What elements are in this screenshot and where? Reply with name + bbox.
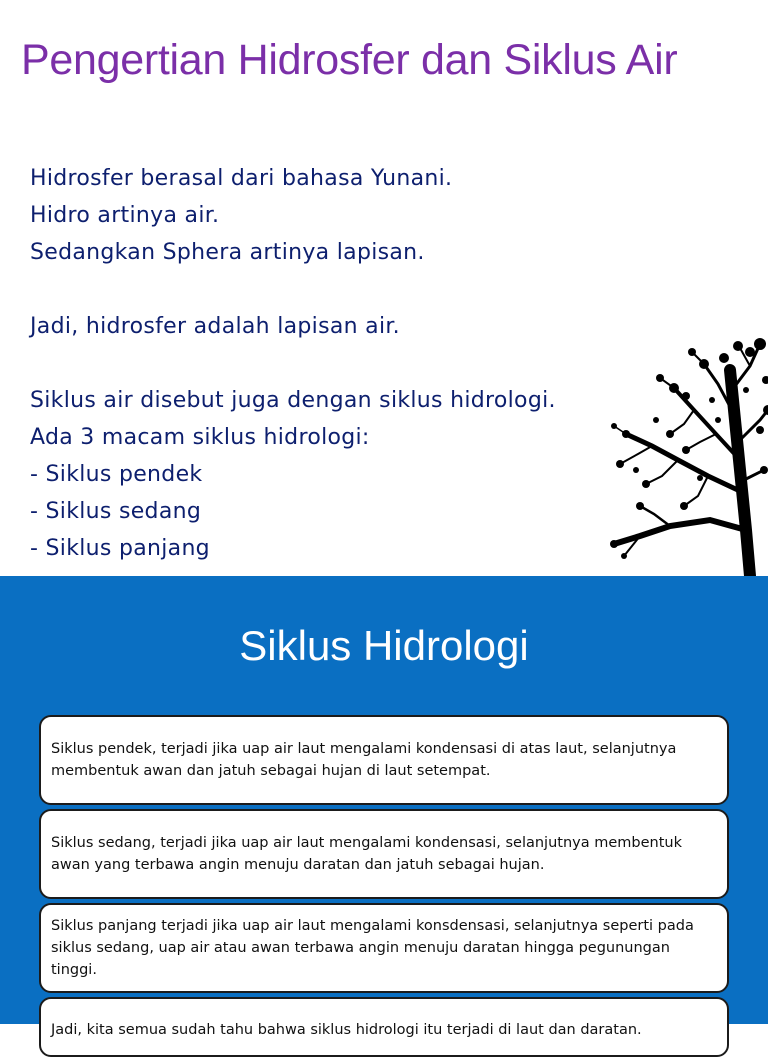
body-line: Jadi, hidrosfer adalah lapisan air.	[30, 314, 400, 339]
bullet-siklus-pendek: - Siklus pendek	[30, 462, 203, 487]
card-siklus-sedang	[39, 809, 729, 899]
slide-title: Pengertian Hidrosfer dan Siklus Air	[21, 36, 678, 84]
slide-siklus-hidrologi	[0, 576, 768, 1038]
body-line: Ada 3 macam siklus hidrologi:	[30, 425, 370, 450]
card-text: Siklus pendek, terjadi jika uap air laut mengalami kondensasi di atas laut, selanjutnya membentuk awan dan jatuh sebagai hujan di laut setempat.	[51, 741, 677, 779]
tree-silhouette-icon	[600, 330, 768, 576]
body-line	[30, 345, 630, 382]
body-line	[30, 271, 630, 308]
card-text: Siklus panjang terjadi jika uap air laut mengalami konsdensasi, selanjutnya seperti pada siklus sedang, uap air atau awan terbawa angin menuju daratan hingga pegunungan tinggi.	[51, 918, 694, 978]
slide-title: Siklus Hidrologi	[239, 622, 529, 669]
card-kesimpulan	[39, 997, 729, 1057]
card-text: Siklus sedang, terjadi jika uap air laut mengalami kondensasi, selanjutnya membentuk awan yang terbawa angin menuju daratan dan jatuh sebagai hujan.	[51, 835, 682, 873]
card-siklus-panjang	[39, 903, 729, 993]
bullet-siklus-panjang: - Siklus panjang	[30, 536, 210, 561]
slide-body-text	[30, 160, 630, 567]
body-line: Sedangkan Sphera artinya lapisan.	[30, 240, 425, 265]
body-line: Hidro artinya air.	[30, 203, 220, 228]
card-siklus-pendek	[39, 715, 729, 805]
body-line: Siklus air disebut juga dengan siklus hidrologi.	[30, 388, 556, 413]
body-line: Hidrosfer berasal dari bahasa Yunani.	[30, 166, 453, 191]
bullet-siklus-sedang: - Siklus sedang	[30, 499, 202, 524]
card-text: Jadi, kita semua sudah tahu bahwa siklus hidrologi itu terjadi di laut dan daratan.	[51, 1022, 642, 1038]
